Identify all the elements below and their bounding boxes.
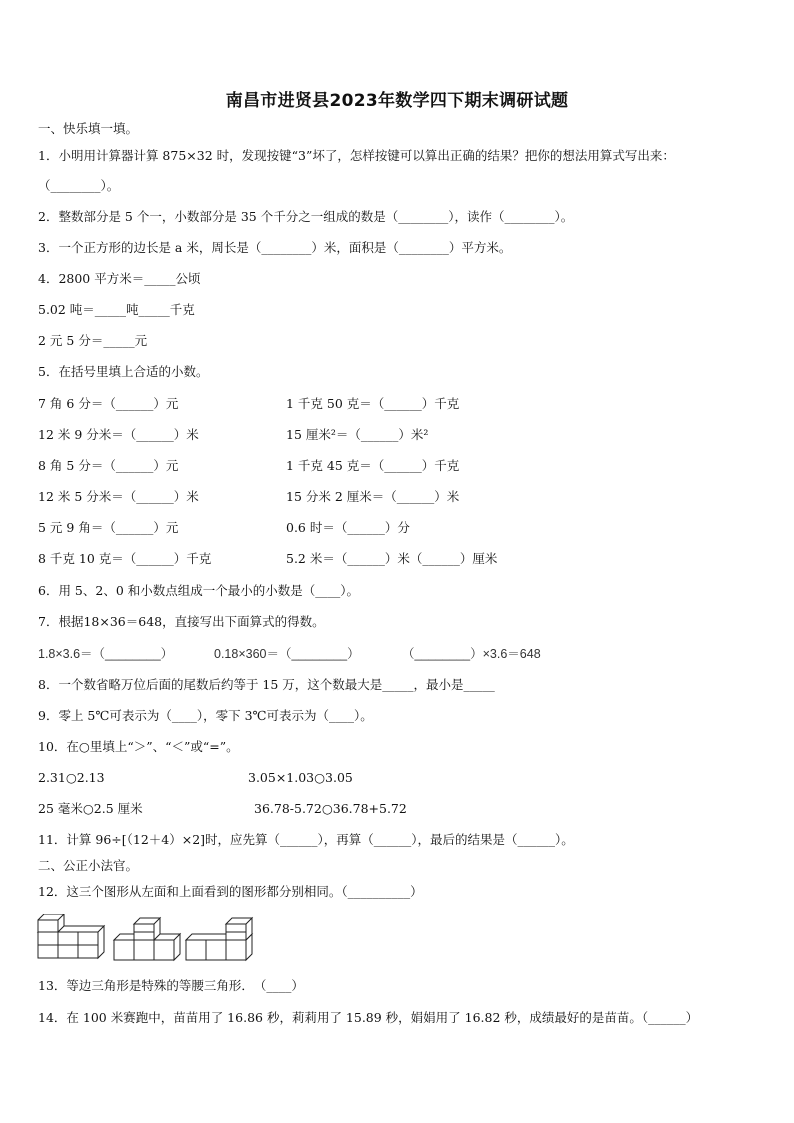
question-10: 10．在○里填上“＞”、“＜”或“=”。 (38, 739, 239, 754)
cube-figures (36, 914, 256, 962)
question-8: 8．一个数省略万位后面的尾数后约等于 15 万，这个数最大是_____，最小是_____ (38, 677, 495, 692)
question-5-right-item: 15 厘米²＝（______）米² (286, 427, 429, 442)
question-5-left-item: 5 元 9 角＝（______）元 (38, 520, 179, 535)
question-5-left-item: 12 米 9 分米＝（______）米 (38, 427, 199, 442)
question-5-left-item: 7 角 6 分＝（______）元 (38, 396, 179, 411)
question-4b: 5.02 吨＝_____吨_____千克 (38, 302, 195, 317)
question-5-left-item: 12 米 5 分米＝（______）米 (38, 489, 199, 504)
question-5-right-item: 1 千克 45 克＝（______）千克 (286, 458, 460, 473)
question-5: 5．在括号里填上合适的小数。 (38, 364, 209, 379)
question-7: 7．根据18×36＝648，直接写出下面算式的得数。 (38, 614, 325, 629)
question-12: 12．这三个图形从左面和上面看到的图形都分别相同。（__________） (38, 884, 423, 899)
question-5-right-item: 1 千克 50 克＝（______）千克 (286, 396, 460, 411)
question-13: 13．等边三角形是特殊的等腰三角形． （____） (38, 978, 304, 993)
section-2-heading: 二、公正小法官。 (38, 858, 139, 873)
section-1-heading: 一、快乐填一填。 (38, 121, 139, 136)
question-10b: 3.05×1.03○3.05 (248, 770, 353, 785)
question-10c: 25 毫米○2.5 厘米 (38, 801, 143, 816)
question-4a: 4．2800 平方米＝_____公顷 (38, 271, 201, 286)
question-7-expr-a: 1.8×3.6＝（________） (38, 647, 174, 661)
question-5-right-item: 5.2 米＝（______）米（______）厘米 (286, 551, 498, 566)
question-5-left-item: 8 千克 10 克＝（______）千克 (38, 551, 212, 566)
question-11: 11．计算 96÷[（12＋4）×2]时，应先算（______），再算（______），最后的结果是（______）。 (38, 832, 574, 847)
question-5-right-item: 15 分米 2 厘米＝（______）米 (286, 489, 460, 504)
question-10d: 36.78-5.72○36.78+5.72 (254, 801, 407, 816)
question-7-expr-b: 0.18×360＝（________） (214, 647, 360, 661)
question-4c: 2 元 5 分＝_____元 (38, 333, 148, 348)
question-9: 9．零上 5℃可表示为（____），零下 3℃可表示为（____）。 (38, 708, 373, 723)
question-6: 6．用 5、2、0 和小数点组成一个最小的小数是（____）。 (38, 583, 360, 598)
page-title: 南昌市进贤县2023年数学四下期末调研试题 (225, 91, 569, 111)
question-1-answer: （________）。 (38, 178, 120, 193)
question-14: 14．在 100 米赛跑中，苗苗用了 16.86 秒，莉莉用了 15.89 秒，娟娟用了 16.82 秒，成绩最好的是苗苗。（______） (38, 1010, 699, 1025)
question-5-left-item: 8 角 5 分＝（______）元 (38, 458, 179, 473)
question-7-expr-c: （________）×3.6＝648 (402, 647, 541, 661)
question-5-right-item: 0.6 时＝（______）分 (286, 520, 410, 535)
question-2: 2．整数部分是 5 个一，小数部分是 35 个千分之一组成的数是（________），读作（________）。 (38, 209, 574, 224)
question-3: 3．一个正方形的边长是 a 米，周长是（________）米，面积是（________）平方米。 (38, 240, 512, 255)
question-10a: 2.31○2.13 (38, 770, 105, 785)
question-1: 1．小明用计算器计算 875×32 时，发现按键“3”坏了，怎样按键可以算出正确的结果？把你的想法用算式写出来： (38, 148, 675, 163)
